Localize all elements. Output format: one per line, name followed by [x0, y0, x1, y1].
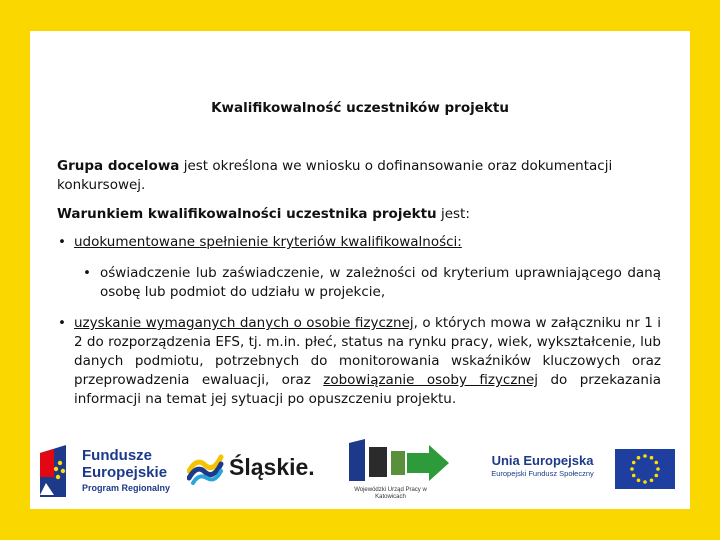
sub-bullet-declaration-text: oświadczenie lub zaświadczenie, w zależności od kryterium uprawniającego daną osobę lub podmiot do udziału w projekcie,	[100, 265, 661, 300]
personal-data-underlined: uzyskanie wymaganych danych o osobie fizycznej	[74, 315, 414, 331]
target-group-text: jest określona we wniosku o dofinansowanie oraz dokumentacji konkursowej.	[57, 158, 613, 193]
fundusze-europejskie-logo	[36, 441, 186, 503]
fe-line2: Europejskie	[82, 464, 168, 481]
paragraph-eligibility-condition	[57, 205, 661, 224]
eu-flag-icon	[615, 449, 675, 489]
slaskie-text: Śląskie.	[229, 454, 315, 480]
wup-arrow-icon	[343, 437, 453, 487]
eligibility-condition-term: Warunkiem kwalifikowalności uczestnika projektu	[57, 206, 437, 222]
ue-line1: Unia Europejska	[491, 453, 594, 468]
personal-data-text: , o których mowa w załączniku nr 1 i 2 do rozporządzenia EFS, tj. m.in. płeć, status na rynku pracy, wiek, wykształcenie, lub danych podmiotu, potrzebnych do monitorowania wskaźników kluczowych oraz przeprowadzenia ewaluacji, oraz	[74, 315, 661, 388]
wup-logo	[343, 437, 453, 509]
wup-text: Wojewódzki Urząd Pracy w Katowicach	[354, 487, 427, 500]
slaskie-wave-icon	[187, 451, 225, 485]
commitment-underlined: zobowiązanie osoby fizycznej	[323, 372, 539, 388]
slide-content	[57, 157, 661, 409]
commitment-text: do przekazania informacji na temat jej sytuacji po opuszczeniu projektu.	[74, 372, 661, 407]
slide-title: Kwalifikowalność uczestników projektu	[211, 100, 509, 116]
bullet-personal-data	[57, 314, 661, 409]
unia-europejska-text	[475, 453, 610, 480]
eligibility-condition-text: jest:	[436, 206, 470, 222]
sub-bullet-declaration	[57, 264, 661, 302]
paragraph-target-group	[57, 157, 661, 195]
fe-line3: Program Regionalny	[82, 483, 171, 493]
logo-bar	[30, 435, 690, 509]
bullet-documentation-text: udokumentowane spełnienie kryteriów kwalifikowalności:	[74, 234, 462, 250]
slaskie-logo	[187, 449, 317, 489]
unia-europejska-logo	[475, 453, 675, 493]
ue-line2: Europejski Fundusz Społeczny	[491, 469, 594, 478]
slide	[30, 31, 690, 435]
target-group-term: Grupa docelowa	[57, 158, 180, 174]
fe-line1: Fundusze	[82, 447, 152, 464]
fundusze-europejskie-emblem-icon	[36, 443, 76, 499]
fundusze-europejskie-text	[82, 447, 170, 495]
bullet-documentation	[57, 233, 661, 252]
